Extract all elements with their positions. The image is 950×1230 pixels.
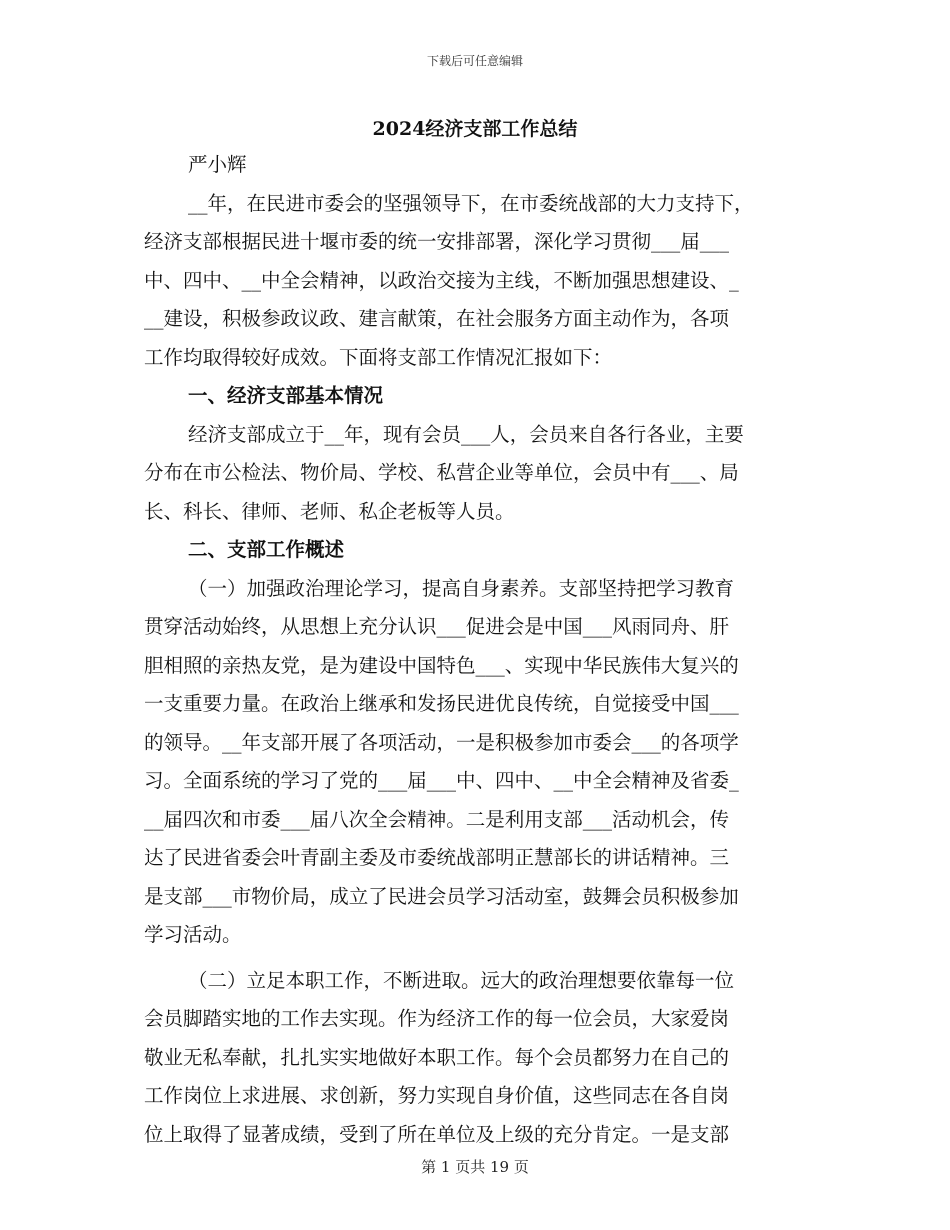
author-name: 严小辉 <box>188 153 247 176</box>
body-text-line: 的领导。__年支部开展了各项活动，一是积极参加市委会___的各项学 <box>144 730 739 754</box>
body-text-line: 达了民进省委会叶青副主委及市委统战部明正慧部长的讲话精神。三 <box>144 846 730 869</box>
body-text-line: 学习活动。 <box>144 923 242 946</box>
header-note: 下载后可任意编辑 <box>426 54 523 68</box>
body-text-line: 经济支部根据民进十堰市委的统一安排部署，深化学习贯彻___届___ <box>144 230 730 253</box>
body-text-line: 会员脚踏实地的工作去实现。作为经济工作的每一位会员，大家爱岗 <box>144 1007 730 1030</box>
body-text-line: __年，在民进市委会的坚强领导下，在市委统战部的大力支持下， <box>188 191 754 215</box>
body-text-line: 敬业无私奉献，扎扎实实地做好本职工作。每个会员都努力在自己的 <box>144 1045 730 1069</box>
body-text-line: （二）立足本职工作，不断进取。远大的政治理想要依靠每一位 <box>188 968 735 992</box>
body-text-line: 工作均取得较好成效。下面将支部工作情况汇报如下： <box>144 345 613 369</box>
body-lines <box>144 185 809 1155</box>
body-text-line: 胆相照的亲热友党，是为建设中国特色___、实现中华民族伟大复兴的 <box>144 653 739 677</box>
body-text-line: 中、四中、__中全会精神，以政治交接为主线，不断加强思想建设、_ <box>144 268 739 292</box>
body-text-line: 分布在市公检法、物价局、学校、私营企业等单位，会员中有___、局 <box>144 461 739 484</box>
body-text-line: 工作岗位上求进展、求创新，努力实现自身价值，这些同志在各自岗 <box>144 1084 730 1107</box>
page-footer: 第 1 页共 19 页 <box>421 1158 529 1176</box>
body-text-line: 位上取得了显著成绩，受到了所在单位及上级的充分肯定。一是支部 <box>144 1122 730 1146</box>
body-text-line: 习。全面系统的学习了党的___届___中、四中、__中全会精神及省委_ <box>144 769 739 792</box>
section-heading: 二、支部工作概述 <box>188 538 345 561</box>
body-text-line: __届四次和市委___届八次全会精神。二是利用支部___活动机会，传 <box>144 807 730 831</box>
section-heading: 一、经济支部基本情况 <box>188 384 384 407</box>
paragraph-gap <box>144 955 809 962</box>
body-text-line: 是支部___市物价局，成立了民进会员学习活动室，鼓舞会员积极参加 <box>144 884 739 908</box>
document-title: 2024经济支部工作总结 <box>372 118 578 140</box>
body-text-line: __建设，积极参政议政、建言献策，在社会服务方面主动作为，各项 <box>144 307 730 330</box>
body-text-line: 贯穿活动始终，从思想上充分认识___促进会是中国___风雨同舟、肝 <box>144 615 730 638</box>
document-body <box>144 146 809 1154</box>
body-text-line: 长、科长、律师、老师、私企老板等人员。 <box>144 499 515 523</box>
body-text-line: （一）加强政治理论学习，提高自身素养。支部坚持把学习教育 <box>188 576 735 600</box>
body-text-line: 经济支部成立于__年，现有会员___人，会员来自各行各业，主要 <box>188 422 744 446</box>
body-text-line: 一支重要力量。在政治上继承和发扬民进优良传统，自觉接受中国___ <box>144 692 739 715</box>
